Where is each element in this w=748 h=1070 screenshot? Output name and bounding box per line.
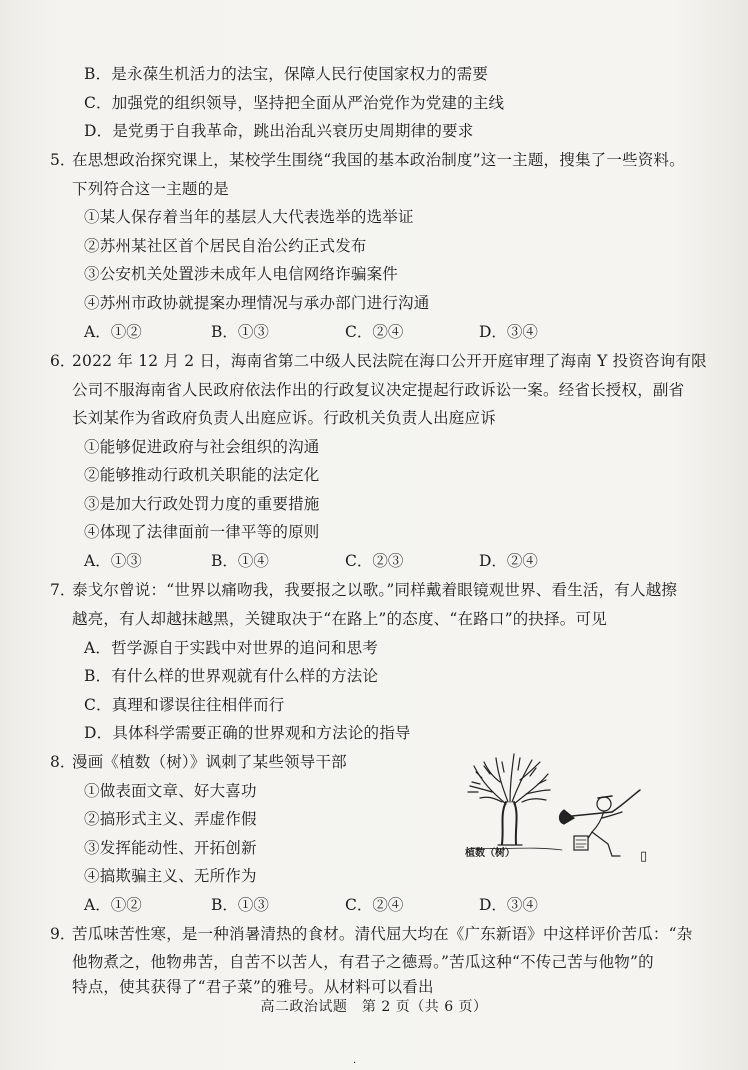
q9-stem-line2: 他物煮之，他物弗苦，自苦不以苦人，有君子之德焉。”苦瓜这种“不传己苦与他物”的	[72, 953, 654, 971]
q8-item-1: ①做表面文章、好大喜功	[84, 782, 257, 800]
q7-number: 7．	[50, 581, 76, 599]
q8-item-4: ④搞欺骗主义、无所作为	[84, 867, 257, 885]
q6-number: 6．	[50, 352, 76, 370]
q5-item-4: ④苏州市政协就提案办理情况与承办部门进行沟通	[84, 294, 430, 312]
q6-stem-line2: 公司不服海南省人民政府依法作出的行政复议决定提起行政诉讼一案。经省长授权，副省	[72, 381, 685, 399]
q5-item-2: ②苏州某社区首个居民自治公约正式发布	[84, 237, 367, 255]
q4-option-c: C．加强党的组织领导，坚持把全面从严治党作为党建的主线	[84, 94, 505, 112]
q5-number: 5．	[50, 151, 76, 169]
q7-option-c[interactable]: C．真理和谬误往往相伴而行	[84, 696, 285, 714]
q6-item-1: ①能够促进政府与社会组织的沟通	[84, 438, 320, 456]
q8-number: 8．	[50, 753, 76, 771]
q6-choice-a[interactable]: A．①③	[84, 552, 142, 570]
q5-stem-line1: 在思想政治探究课上，某校学生围绕“我国的基本政治制度”这一主题，搜集了一些资料。	[72, 151, 685, 169]
cartoon-marker: ▯	[640, 849, 648, 864]
q8-choice-d[interactable]: D．③④	[479, 896, 538, 914]
q8-choice-b[interactable]: B．①③	[211, 896, 269, 914]
q8-item-3: ③发挥能动性、开拓创新	[84, 839, 257, 857]
q5-choice-b[interactable]: B．①③	[211, 323, 269, 341]
q6-stem-line3: 长刘某作为省政府负责人出庭应诉。行政机关负责人出庭应诉	[72, 409, 496, 427]
page-footer: 高二政治试题 第 2 页（共 6 页）	[260, 999, 488, 1015]
q7-stem-line1: 泰戈尔曾说：“世界以痛吻我，我要报之以歌。”同样戴着眼镜观世界、看生活，有人越擦	[72, 581, 678, 599]
q9-stem-line3: 特点，使其获得了“君子菜”的雅号。从材料可以看出	[72, 978, 434, 996]
q4-option-b: B．是永葆生机活力的法宝，保障人民行使国家权力的需要	[84, 65, 489, 83]
q5-item-1: ①某人保存着当年的基层人大代表选举的选举证	[84, 208, 414, 226]
q8-choice-a[interactable]: A．①②	[84, 896, 142, 914]
cartoon-caption: 植数（树）	[465, 848, 515, 859]
q5-choice-c[interactable]: C．②④	[345, 323, 404, 341]
q5-choice-a[interactable]: A．①②	[84, 323, 142, 341]
q4-option-d: D．是党勇于自我革命，跳出治乱兴衰历史周期律的要求	[84, 122, 474, 140]
q8-stem: 漫画《植数（树）》讽刺了某些领导干部	[72, 753, 347, 771]
q6-choice-d[interactable]: D．②④	[479, 552, 538, 570]
q6-choice-b[interactable]: B．①④	[211, 552, 269, 570]
q8-choice-c[interactable]: C．②④	[345, 896, 404, 914]
q9-stem-line1: 苦瓜味苦性寒，是一种消暑清热的食材。清代屈大均在《广东新语》中这样评价苦瓜：“杂	[72, 925, 693, 943]
q5-stem-line2: 下列符合这一主题的是	[72, 180, 230, 198]
q5-choice-d[interactable]: D．③④	[479, 323, 538, 341]
q7-stem-line2: 越亮，有人却越抹越黑，关键取决于“在路上”的态度、“在路口”的抉择。可见	[72, 610, 607, 628]
q8-item-2: ②搞形式主义、弄虚作假	[84, 810, 257, 828]
q6-item-4: ④体现了法律面前一律平等的原则	[84, 523, 320, 541]
binding-mark: ·	[353, 1058, 357, 1069]
q9-number: 9．	[50, 925, 76, 943]
q7-option-a[interactable]: A．哲学源自于实践中对世界的追问和思考	[84, 639, 378, 657]
q6-choice-c[interactable]: C．②③	[345, 552, 404, 570]
q7-option-b[interactable]: B．有什么样的世界观就有什么样的方法论	[84, 667, 379, 685]
q6-stem-line1: 2022 年 12 月 2 日，海南省第二中级人民法院在海口公开开庭审理了海南 Y 投资咨询有限	[72, 352, 707, 370]
q7-option-d[interactable]: D．具体科学需要正确的世界观和方法论的指导	[84, 724, 411, 742]
q5-item-3: ③公安机关处置涉未成年人电信网络诈骗案件	[84, 265, 399, 283]
q6-item-2: ②能够推动行政机关职能的法定化	[84, 466, 320, 484]
q6-item-3: ③是加大行政处罚力度的重要措施	[84, 495, 320, 513]
